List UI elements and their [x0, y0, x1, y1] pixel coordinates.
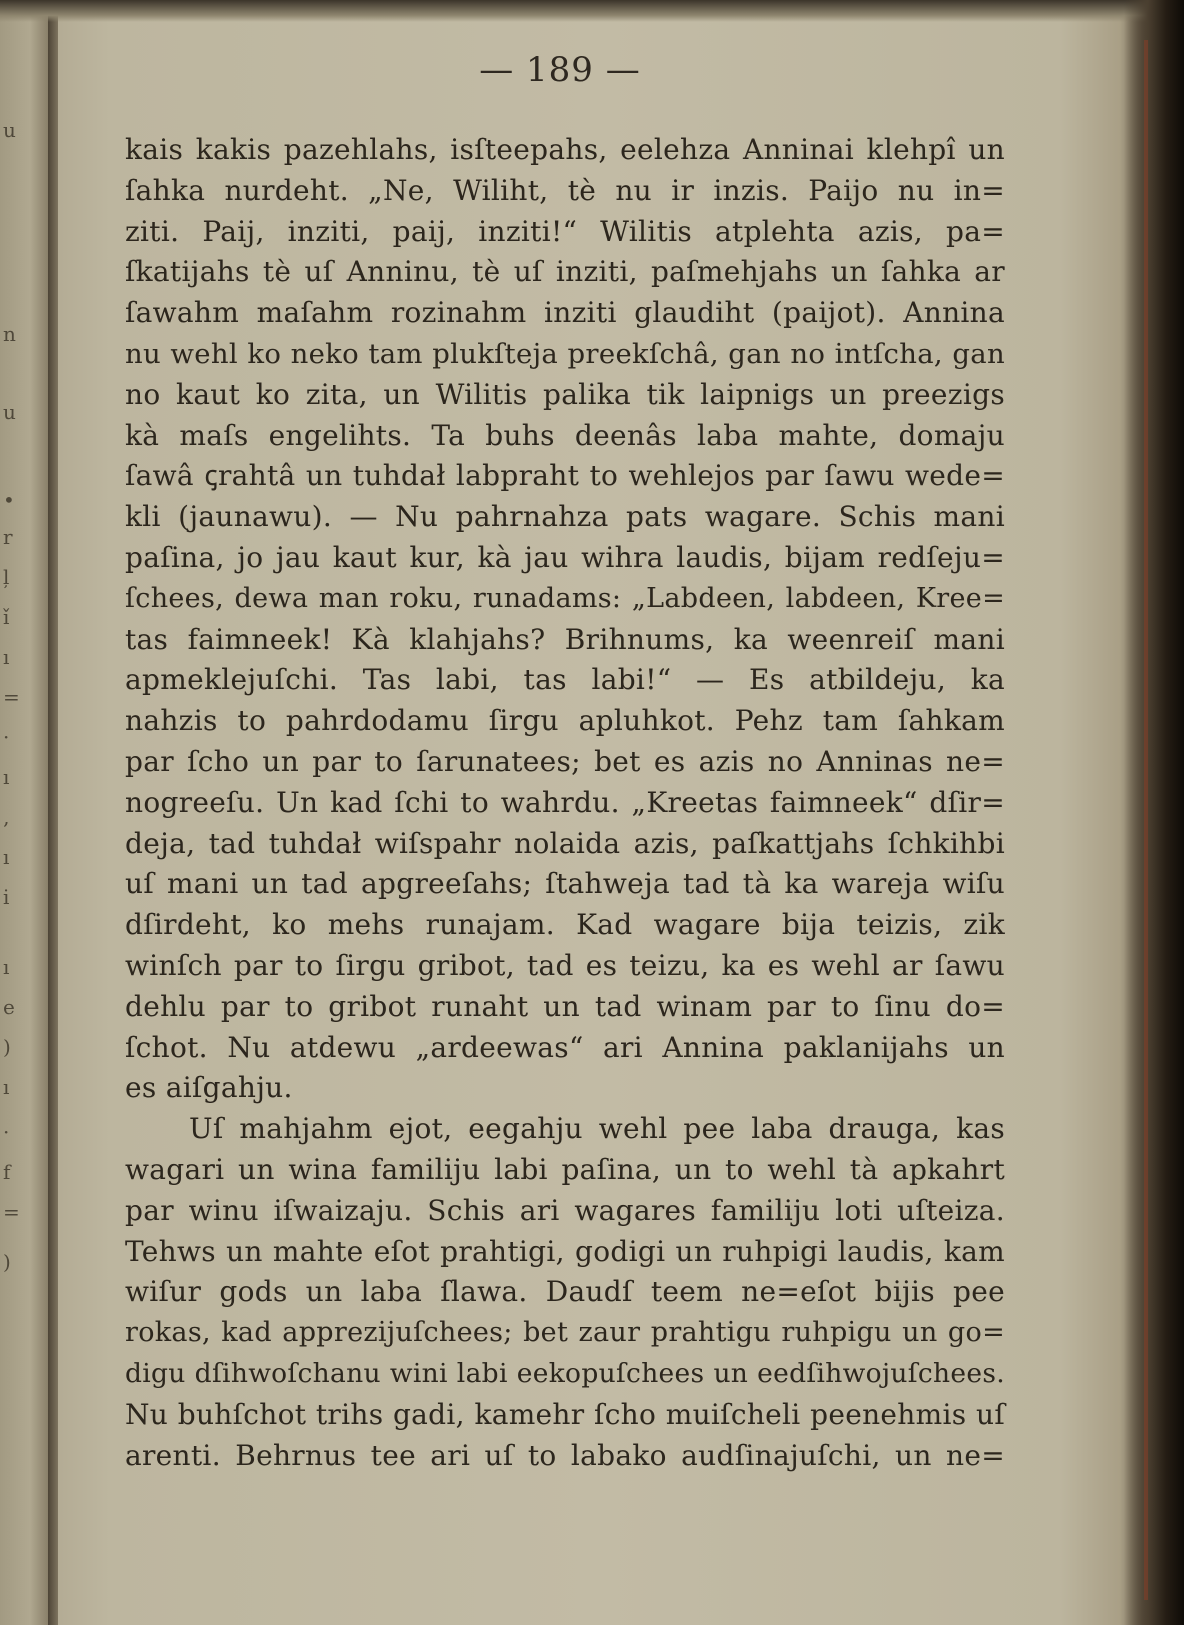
- text-line-paragraph-end: es aiſgahju.: [125, 1071, 293, 1105]
- prev-page-fragment: i: [3, 885, 10, 909]
- text-line: no kaut ko zita, un Wilitis palika tik laipnigs un preezigs: [125, 377, 1005, 411]
- prev-page-fragment: ‚: [3, 805, 10, 829]
- prev-page-fragment: ): [3, 1250, 11, 1274]
- prev-page-fragment: ı: [3, 845, 10, 869]
- text-line-paragraph-start: Uſ mahjahm ejot, eegahju wehl pee laba drauga, kas: [189, 1112, 1005, 1146]
- text-line: winſch par to ſirgu gribot, tad es teizu, ka es wehl ar ſawu: [125, 948, 1005, 982]
- text-line: ſahka nurdeht. „Ne, Wiliht, tè nu ir inzis. Paijo nu in=: [125, 173, 1005, 207]
- text-line: rokas, kad apprezijuſchees; bet zaur prahtigu ruhpigu un go=: [125, 1317, 1005, 1349]
- text-line: digu dſihwoſchanu wini labi eekopuſchees un eedſihwojuſchees.: [125, 1357, 1005, 1389]
- prev-page-fragment: n: [3, 322, 16, 346]
- top-edge-shadow: [0, 0, 1184, 22]
- text-line: Tehws un mahte eſot prahtigi, godigi un ruhpigi laudis, kam: [125, 1234, 1005, 1268]
- prev-page-fragment: f: [3, 1160, 11, 1184]
- book-cover-edge: [1124, 0, 1184, 1625]
- body-text: [125, 130, 1005, 1476]
- text-line: dehlu par to gribot runaht un tad winam par to ſinu do=: [125, 989, 1005, 1023]
- text-line: tas faimneek! Kà klahjahs? Brihnums, ka weenreiſ mani: [125, 622, 1005, 656]
- text-line: kli (jaunawu). — Nu pahrnahza pats wagare. Schis mani: [125, 500, 1005, 534]
- prev-page-fragment: ): [3, 1035, 11, 1059]
- text-line: kà maſs engelihts. Ta buhs deenâs laba mahte, domaju: [125, 418, 1005, 452]
- text-line: ſawahm maſahm rozinahm inziti glaudiht (paijot). Annina: [125, 296, 1005, 330]
- prev-page-fragment: ı: [3, 955, 10, 979]
- text-line: ſkatijahs tè uſ Anninu, tè uſ inziti, paſmehjahs un ſahka ar: [125, 255, 1005, 289]
- prev-page-fragment: ·: [3, 725, 10, 749]
- prev-page-fragment: ı: [3, 645, 10, 669]
- text-line: ſchot. Nu atdewu „ardeewas“ ari Annina paklanijahs un: [125, 1030, 1005, 1064]
- prev-page-fragment: ·: [3, 1120, 10, 1144]
- text-line: ſchees, dewa man roku, runadams: „Labdeen, labdeen, Kree=: [125, 582, 1005, 614]
- prev-page-fragment: =: [3, 1200, 20, 1224]
- text-line: wiſur gods un laba ſlawa. Daudſ teem ne=eſot bijis pee: [125, 1275, 1005, 1309]
- prev-page-fragment: =: [3, 685, 20, 709]
- text-line: par ſcho un par to ſarunatees; bet es azis no Anninas ne=: [125, 744, 1005, 778]
- text-line: arenti. Behrnus tee ari uſ to labako audſinajuſchi, un ne=: [125, 1438, 1005, 1472]
- text-line: kais kakis pazehlahs, isſteepahs, eelehza Anninai klehpî un: [125, 133, 1005, 166]
- prev-page-fragment: ǐ: [3, 605, 10, 629]
- text-line: paſina, jo jau kaut kur, kà jau wihra laudis, bijam redſeju=: [125, 540, 1005, 574]
- book-gutter: [48, 0, 58, 1625]
- prev-page-fragment: e: [3, 995, 15, 1019]
- text-line: wagari un wina familiju labi paſina, un to wehl tà apkahrt: [125, 1152, 1005, 1186]
- text-line: Nu buhſchot trihs gadi, kamehr ſcho muiſcheli peenehmis uſ: [125, 1397, 1005, 1431]
- text-line: par winu iſwaizaju. Schis ari wagares familiju loti uſteiza.: [125, 1193, 1005, 1227]
- prev-page-fragment: u: [3, 118, 16, 142]
- text-line: dſirdeht, ko mehs runajam. Kad wagare bija teizis, zik: [125, 908, 1005, 942]
- prev-page-fragment: u: [3, 400, 16, 424]
- text-line: ziti. Paij, inziti, paij, inziti!“ Wilitis atplehta azis, pa=: [125, 214, 1005, 248]
- text-line: deja, tad tuhdał wiſspahr nolaida azis, paſkattjahs ſchkihbi: [125, 826, 1005, 860]
- page-number: — 189 —: [479, 50, 641, 90]
- text-line: apmeklejuſchi. Tas labi, tas labi!“ — Es atbildeju, ka: [125, 663, 1005, 697]
- binding-strip: [1144, 40, 1148, 1600]
- prev-page-fragment: r: [3, 525, 13, 549]
- previous-page-edge: [0, 0, 52, 1625]
- prev-page-fragment: ı: [3, 1075, 10, 1099]
- prev-page-fragment: ļ: [3, 565, 10, 589]
- prev-page-fragment: ı: [3, 765, 10, 789]
- text-line: uſ mani un tad apgreeſahs; ſtahweja tad tà ka wareja wiſu: [125, 867, 1005, 901]
- text-line: nogreeſu. Un kad ſchi to wahrdu. „Kreetas faimneek“ dſir=: [125, 785, 1005, 819]
- text-line: ſawâ ꞔrahtâ un tuhdał labpraht to wehlejos par ſawu wede=: [125, 459, 1005, 493]
- text-line: nahzis to pahrdodamu ſirgu apluhkot. Pehz tam ſahkam: [125, 704, 1005, 738]
- text-line: nu wehl ko neko tam plukſteja preekſchâ, gan no intſcha, gan: [125, 337, 1005, 370]
- prev-page-fragment: •: [3, 488, 15, 512]
